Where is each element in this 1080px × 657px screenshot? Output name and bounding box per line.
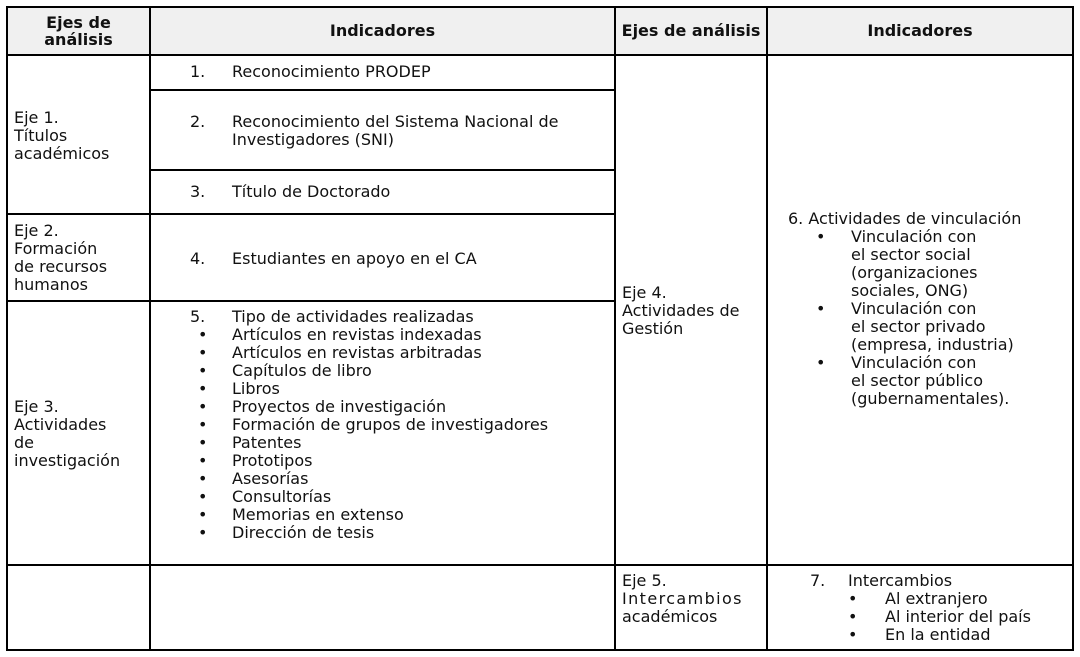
indicator-5-item — [190, 452, 548, 470]
indicator-6-item-text: (empresa, industria) — [851, 335, 1014, 354]
border-top — [6, 6, 1074, 8]
header-ejes-2-text: Ejes de análisis — [621, 21, 761, 40]
border-bottom — [6, 649, 1074, 651]
indicator-3 — [190, 183, 390, 201]
header-ejes-2 — [615, 7, 767, 54]
indicator-6-item-line — [788, 372, 1021, 390]
indicator-6-item-text: el sector privado — [851, 317, 986, 336]
indicator-5-item — [190, 488, 548, 506]
indicator-6-item-line — [788, 354, 1021, 372]
indicator-6-item-line — [788, 282, 1021, 300]
eje1-line: académicos — [14, 144, 110, 163]
bullet-icon: • — [198, 325, 208, 344]
eje3-line: de — [14, 433, 34, 452]
indicator-7-item — [810, 626, 1031, 644]
bullet-icon: • — [198, 343, 208, 362]
indicator-7-num: 7. — [810, 571, 826, 590]
eje4-line: Actividades de — [622, 301, 740, 320]
indicator-7-item — [810, 590, 1031, 608]
indicator-5-item — [190, 434, 548, 452]
indicator-6-item-text: (gubernamentales). — [851, 389, 1010, 408]
eje2-line: Formación — [14, 239, 98, 258]
bullet-icon: • — [198, 379, 208, 398]
border-header-bottom — [6, 54, 1074, 56]
indicator-6-item-text: el sector público — [851, 371, 984, 390]
indicator-2-num: 2. — [190, 112, 206, 131]
indicator-7-list — [810, 590, 1031, 644]
indicator-1 — [190, 63, 431, 81]
indicator-5-item-text: Patentes — [232, 433, 302, 452]
indicator-7-title: Intercambios — [848, 571, 953, 590]
indicator-5-item-text: Asesorías — [232, 469, 309, 488]
bullet-icon: • — [816, 299, 826, 318]
header-ejes-1-line2: análisis — [44, 29, 113, 49]
indicator-6-item-text: sociales, ONG) — [851, 281, 969, 300]
indicator-7-item — [810, 608, 1031, 626]
bullet-icon: • — [198, 523, 208, 542]
indicator-3-num: 3. — [190, 182, 206, 201]
indicator-7 — [810, 572, 1031, 644]
eje1-label — [14, 109, 109, 163]
border-eje3-bottom — [6, 564, 1074, 566]
indicator-7-item-text: Al interior del país — [885, 607, 1031, 626]
eje5-line: académicos — [622, 607, 718, 626]
eje5-line: Eje 5. — [622, 571, 667, 590]
border-eje1-bottom — [6, 213, 616, 215]
border-left — [6, 6, 8, 651]
eje3-label — [14, 398, 120, 470]
eje4-line: Eje 4. — [622, 283, 667, 302]
header-indicadores-2-text: Indicadores — [867, 21, 973, 40]
eje5-line: Intercambios — [622, 589, 743, 608]
indicator-5-item-text: Libros — [232, 379, 280, 398]
eje3-line: Actividades — [14, 415, 107, 434]
indicator-3-text: Título de Doctorado — [232, 182, 391, 201]
indicator-7-item-text: En la entidad — [885, 625, 991, 644]
bullet-icon: • — [848, 589, 858, 608]
bullet-icon: • — [198, 415, 208, 434]
indicator-4-text: Estudiantes en apoyo en el CA — [232, 249, 477, 268]
indicator-5-item-text: Artículos en revistas arbitradas — [232, 343, 482, 362]
bullet-icon: • — [816, 353, 826, 372]
indicator-5-item — [190, 398, 548, 416]
eje2-line: de recursos — [14, 257, 108, 276]
header-indicadores-2 — [767, 7, 1073, 54]
eje2-line: humanos — [14, 275, 88, 294]
header-ejes-1 — [7, 7, 150, 54]
indicator-6-item-line — [788, 264, 1021, 282]
indicator-1-text: Reconocimiento PRODEP — [232, 62, 431, 81]
indicator-4 — [190, 250, 477, 268]
border-eje2-bottom — [6, 300, 616, 302]
indicator-5-item — [190, 362, 548, 380]
bullet-icon: • — [198, 433, 208, 452]
indicator-5-title: Tipo de actividades realizadas — [232, 307, 474, 326]
header-indicadores-1 — [150, 7, 615, 54]
eje3-line: Eje 3. — [14, 397, 59, 416]
indicator-5-item — [190, 416, 548, 434]
border-col1 — [149, 6, 151, 651]
indicator-7-item-text: Al extranjero — [885, 589, 988, 608]
header-indicadores-1-text: Indicadores — [329, 21, 436, 40]
indicator-6-item-text: Vinculación con — [851, 227, 977, 246]
indicator-5-item — [190, 524, 548, 542]
indicator-2 — [190, 113, 559, 149]
indicator-6-item-line — [788, 246, 1021, 264]
indicator-5-item — [190, 326, 548, 344]
indicator-6-item-line — [788, 390, 1021, 408]
indicator-6-item-line — [788, 336, 1021, 354]
indicator-6-title: 6. Actividades de vinculación — [788, 209, 1022, 228]
eje1-line: Títulos — [14, 126, 68, 145]
indicator-5-item — [190, 380, 548, 398]
bullet-icon: • — [848, 607, 858, 626]
indicator-5-item — [190, 344, 548, 362]
eje5-label — [622, 572, 743, 626]
indicator-6-list — [788, 228, 1021, 408]
indicator-6-item-text: Vinculación con — [851, 299, 977, 318]
border-col3 — [766, 6, 768, 651]
bullet-icon: • — [198, 361, 208, 380]
indicator-5-item-text: Consultorías — [232, 487, 332, 506]
border-right — [1072, 6, 1074, 651]
indicator-6 — [788, 210, 1021, 408]
indicator-6-item-line — [788, 228, 1021, 246]
indicator-5-item-text: Capítulos de libro — [232, 361, 372, 380]
indicator-6-item-line — [788, 300, 1021, 318]
indicator-5-item-text: Artículos en revistas indexadas — [232, 325, 482, 344]
indicator-6-item-text: el sector social — [851, 245, 971, 264]
bullet-icon: • — [848, 625, 858, 644]
indicator-6-item-text: (organizaciones — [851, 263, 978, 282]
bullet-icon: • — [198, 505, 208, 524]
bullet-icon: • — [198, 397, 208, 416]
indicator-5-item-text: Prototipos — [232, 451, 313, 470]
indicator-5-item-text: Formación de grupos de investigadores — [232, 415, 549, 434]
indicator-5-item-text: Memorias en extenso — [232, 505, 404, 524]
bullet-icon: • — [198, 469, 208, 488]
indicator-5-item-text: Dirección de tesis — [232, 523, 375, 542]
eje2-label — [14, 222, 107, 294]
indicator-2-line1: Reconocimiento del Sistema Nacional de — [232, 112, 559, 131]
indicator-6-item-text: Vinculación con — [851, 353, 977, 372]
bullet-icon: • — [198, 451, 208, 470]
eje4-label — [622, 284, 739, 338]
indicator-5-num: 5. — [190, 307, 206, 326]
bullet-icon: • — [816, 227, 826, 246]
indicator-4-num: 4. — [190, 249, 206, 268]
indicator-2-line2: Investigadores (SNI) — [232, 130, 394, 149]
eje2-line: Eje 2. — [14, 221, 59, 240]
indicator-5-item-text: Proyectos de investigación — [232, 397, 447, 416]
eje4-line: Gestión — [622, 319, 684, 338]
indicator-5-item — [190, 506, 548, 524]
eje3-line: investigación — [14, 451, 121, 470]
indicator-5 — [190, 308, 548, 542]
border-row2-ind — [150, 169, 615, 171]
indicator-5-item — [190, 470, 548, 488]
indicator-1-num: 1. — [190, 62, 206, 81]
border-col2 — [614, 6, 616, 651]
header-ejes-1-line1: Ejes de — [46, 12, 111, 32]
bullet-icon: • — [198, 487, 208, 506]
indicator-5-list — [190, 326, 548, 542]
border-row1-ind — [150, 89, 615, 91]
eje1-line: Eje 1. — [14, 108, 59, 127]
indicator-6-item-line — [788, 318, 1021, 336]
